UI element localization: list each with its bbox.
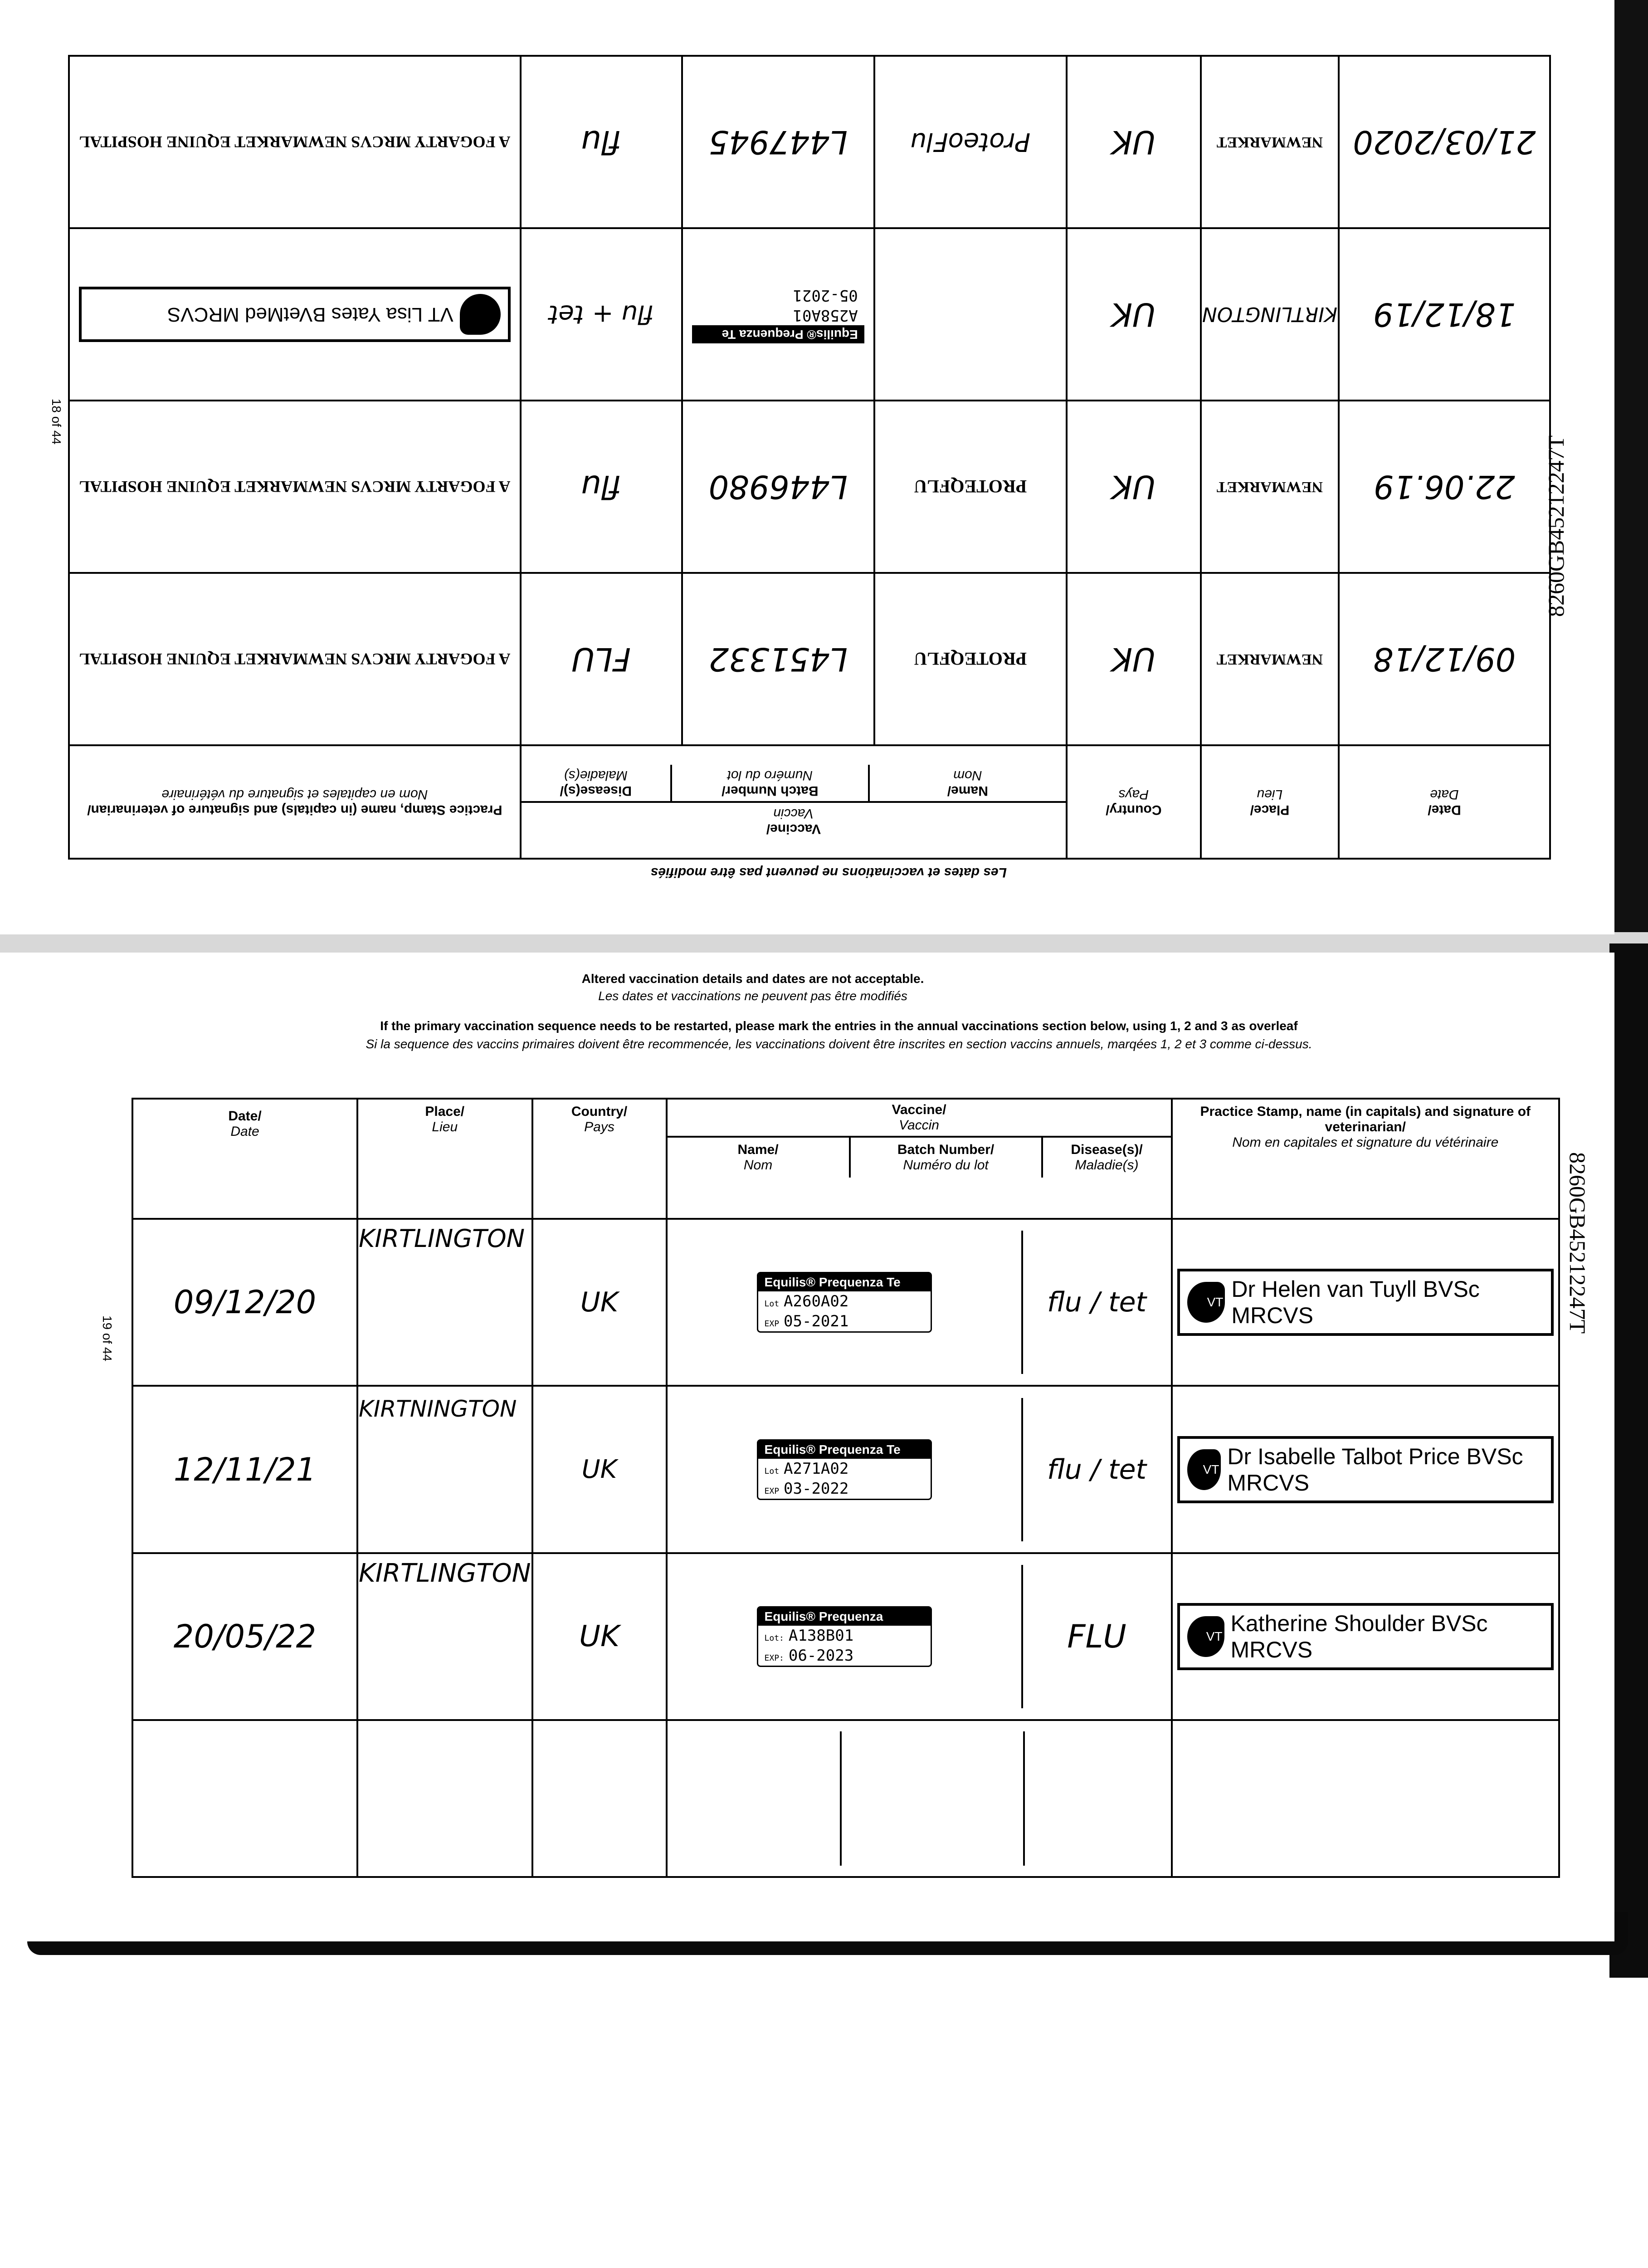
row-stamp: VT Dr Isabelle Talbot Price BVSc MRCVS — [1172, 1386, 1559, 1553]
top-vaccination-table — [68, 55, 1551, 860]
row-country: UK — [1067, 401, 1201, 573]
vaccine-sticker: Equilis® Prequenza Lot: A138B01 EXP: 06-2023 — [757, 1606, 932, 1667]
header-vaccine: Vaccine/ Vaccin Name/ Nom Batch Number/ Numéro du lot Disease(s)/ Maladie(s) — [667, 1099, 1172, 1219]
header-disease: Disease(s)/ Maladie(s) — [560, 768, 632, 798]
table-row — [132, 1386, 1559, 1553]
row-batch: L446980 — [681, 401, 873, 572]
restart-en: If the primary vaccination sequence needs to be restarted, please mark the entries in the annual vaccinations section below, using 1, 2 and 3 as overleaf — [380, 1019, 1298, 1033]
table-row — [132, 1219, 1559, 1386]
bottom-vaccination-table — [132, 1098, 1560, 1878]
header-stamp: Practice Stamp, name (in capitals) and signature of veterinarian/ Nom en capitales et signature du vétérinaire — [69, 745, 521, 859]
row-date: 21/03/2020 — [1339, 56, 1550, 228]
row-place: KIRTLINGTON — [357, 1553, 532, 1721]
page-number: 19 of 44 — [100, 1315, 114, 1362]
header-name: Name/ Nom — [668, 1138, 851, 1178]
header-disease: Disease(s)/ Maladie(s) — [1071, 1142, 1143, 1173]
row-place: NEWMARKET — [1201, 573, 1339, 745]
row-country: UK — [1067, 573, 1201, 745]
row-disease: flu + tet — [548, 299, 654, 329]
row-date: 18/12/19 — [1339, 228, 1550, 401]
table-row — [69, 401, 1550, 573]
row-disease: FLU — [571, 640, 631, 678]
row-country: UK — [532, 1553, 667, 1721]
header-batch: Batch Number/ Numéro du lot — [851, 1138, 1043, 1178]
table-row — [69, 56, 1550, 228]
notice-en: Altered vaccination details and dates are not acceptable. — [581, 972, 924, 986]
book-edge-right-bottom — [1609, 943, 1648, 1978]
top-page — [0, 0, 1614, 934]
row-stamp: VT Lisa Yates BVetMed MRCVS — [69, 228, 521, 401]
row-stamp: A FOGARTY MRCVS NEWMARKET EQUINE HOSPITAL — [69, 56, 521, 228]
row-date: 09/12/18 — [1339, 573, 1550, 745]
row-vaccine-sticker-cell — [668, 1398, 1023, 1541]
row-disease: FLU — [1067, 1618, 1126, 1656]
row-vaccine-name — [873, 229, 1066, 400]
row-vaccine-name: PROTEQFLU — [873, 574, 1066, 744]
table-row — [132, 1553, 1559, 1721]
vt-logo-icon: VT — [1187, 1282, 1225, 1323]
row-place: KIRTLINGTON — [1201, 228, 1339, 401]
row-date: 20/05/22 — [132, 1553, 357, 1721]
header-name: Name/ Nom — [868, 765, 1066, 801]
header-country: Country/ Pays — [532, 1099, 667, 1219]
header-place: Place/ Lieu — [357, 1099, 532, 1219]
passport-id-side: 8260GB45212247T — [1565, 1152, 1590, 1334]
vaccine-sticker: Equilis® Prequenza Te Lot A271A02 EXP 03-2022 — [757, 1439, 932, 1500]
header-country: Country/ Pays — [1067, 745, 1201, 859]
passport-id-side: 8260GB45212247T — [1543, 435, 1569, 617]
table-row — [69, 573, 1550, 745]
header-date: Date/ Date — [1339, 745, 1550, 859]
row-disease: flu / tet — [1047, 1286, 1147, 1319]
row-place: NEWMARKET — [1201, 401, 1339, 573]
footer-note: Les dates et vaccinations ne peuvent pas être modifiés — [650, 865, 1007, 880]
row-country: UK — [1067, 228, 1201, 401]
row-disease: flu / tet — [1047, 1453, 1147, 1486]
page-number: 18 of 44 — [49, 398, 63, 445]
row-place: KIRTLINGTON — [357, 1219, 532, 1386]
row-vaccine-name: ProteoFlu — [873, 57, 1066, 227]
book-edge-gap — [0, 932, 1648, 953]
row-batch: L451332 — [681, 574, 873, 744]
row-vaccine-sticker-cell — [668, 1231, 1023, 1374]
notice-fr: Les dates et vaccinations ne peuvent pas être modifiés — [598, 989, 907, 1003]
row-batch — [681, 229, 873, 400]
header-vaccine: Vaccine/ Vaccin Name/ Nom Batch Number/ Numéro du lot Disease(s)/ Maladie(s) — [521, 745, 1067, 859]
header-date: Date/ Date — [132, 1099, 357, 1219]
header-place: Place/ Lieu — [1201, 745, 1339, 859]
vt-logo-icon: VT — [1187, 1616, 1224, 1657]
row-batch: L447945 — [681, 57, 873, 227]
row-country: UK — [532, 1386, 667, 1553]
row-date: 12/11/21 — [132, 1386, 357, 1553]
vt-logo-icon: VT — [1187, 1449, 1221, 1490]
row-stamp: VT Dr Helen van Tuyll BVSc MRCVS — [1172, 1219, 1559, 1386]
vaccine-sticker: Equilis® Prequenza Te A258A01 05-2021 — [692, 285, 864, 343]
vaccine-sticker: Equilis® Prequenza Te Lot A260A02 EXP 05-2021 — [757, 1272, 932, 1333]
row-disease: flu — [581, 468, 622, 505]
row-place: KIRTNINGTON — [357, 1386, 532, 1553]
header-stamp: Practice Stamp, name (in capitals) and signature of veterinarian/ Nom en capitales et signature du vétérinaire — [1172, 1099, 1559, 1219]
row-stamp: A FOGARTY MRCVS NEWMARKET EQUINE HOSPITAL — [69, 573, 521, 745]
row-place: NEWMARKET — [1201, 56, 1339, 228]
row-date: 22.06.19 — [1339, 401, 1550, 573]
restart-fr: Si la sequence des vaccins primaires doivent être recommencée, les vaccinations doivent être inscrites en section vaccins annuels, marqées 1, 2 et 3 comme ci-dessus. — [366, 1037, 1312, 1051]
vt-logo-icon — [460, 294, 501, 335]
row-country: UK — [532, 1219, 667, 1386]
row-date: 09/12/20 — [132, 1219, 357, 1386]
row-stamp: VT Katherine Shoulder BVSc MRCVS — [1172, 1553, 1559, 1721]
page-curl — [54, 1905, 1605, 1919]
row-vaccine-sticker-cell — [668, 1565, 1023, 1708]
table-row-empty — [132, 1720, 1559, 1877]
row-disease: flu — [581, 123, 622, 161]
row-vaccine-name: PROTEQFLU — [873, 401, 1066, 572]
row-stamp: A FOGARTY MRCVS NEWMARKET EQUINE HOSPITAL — [69, 401, 521, 573]
table-row — [69, 228, 1550, 401]
header-batch: Batch Number/ Numéro du lot — [670, 765, 868, 801]
row-country: UK — [1067, 56, 1201, 228]
bottom-page — [27, 953, 1614, 1941]
